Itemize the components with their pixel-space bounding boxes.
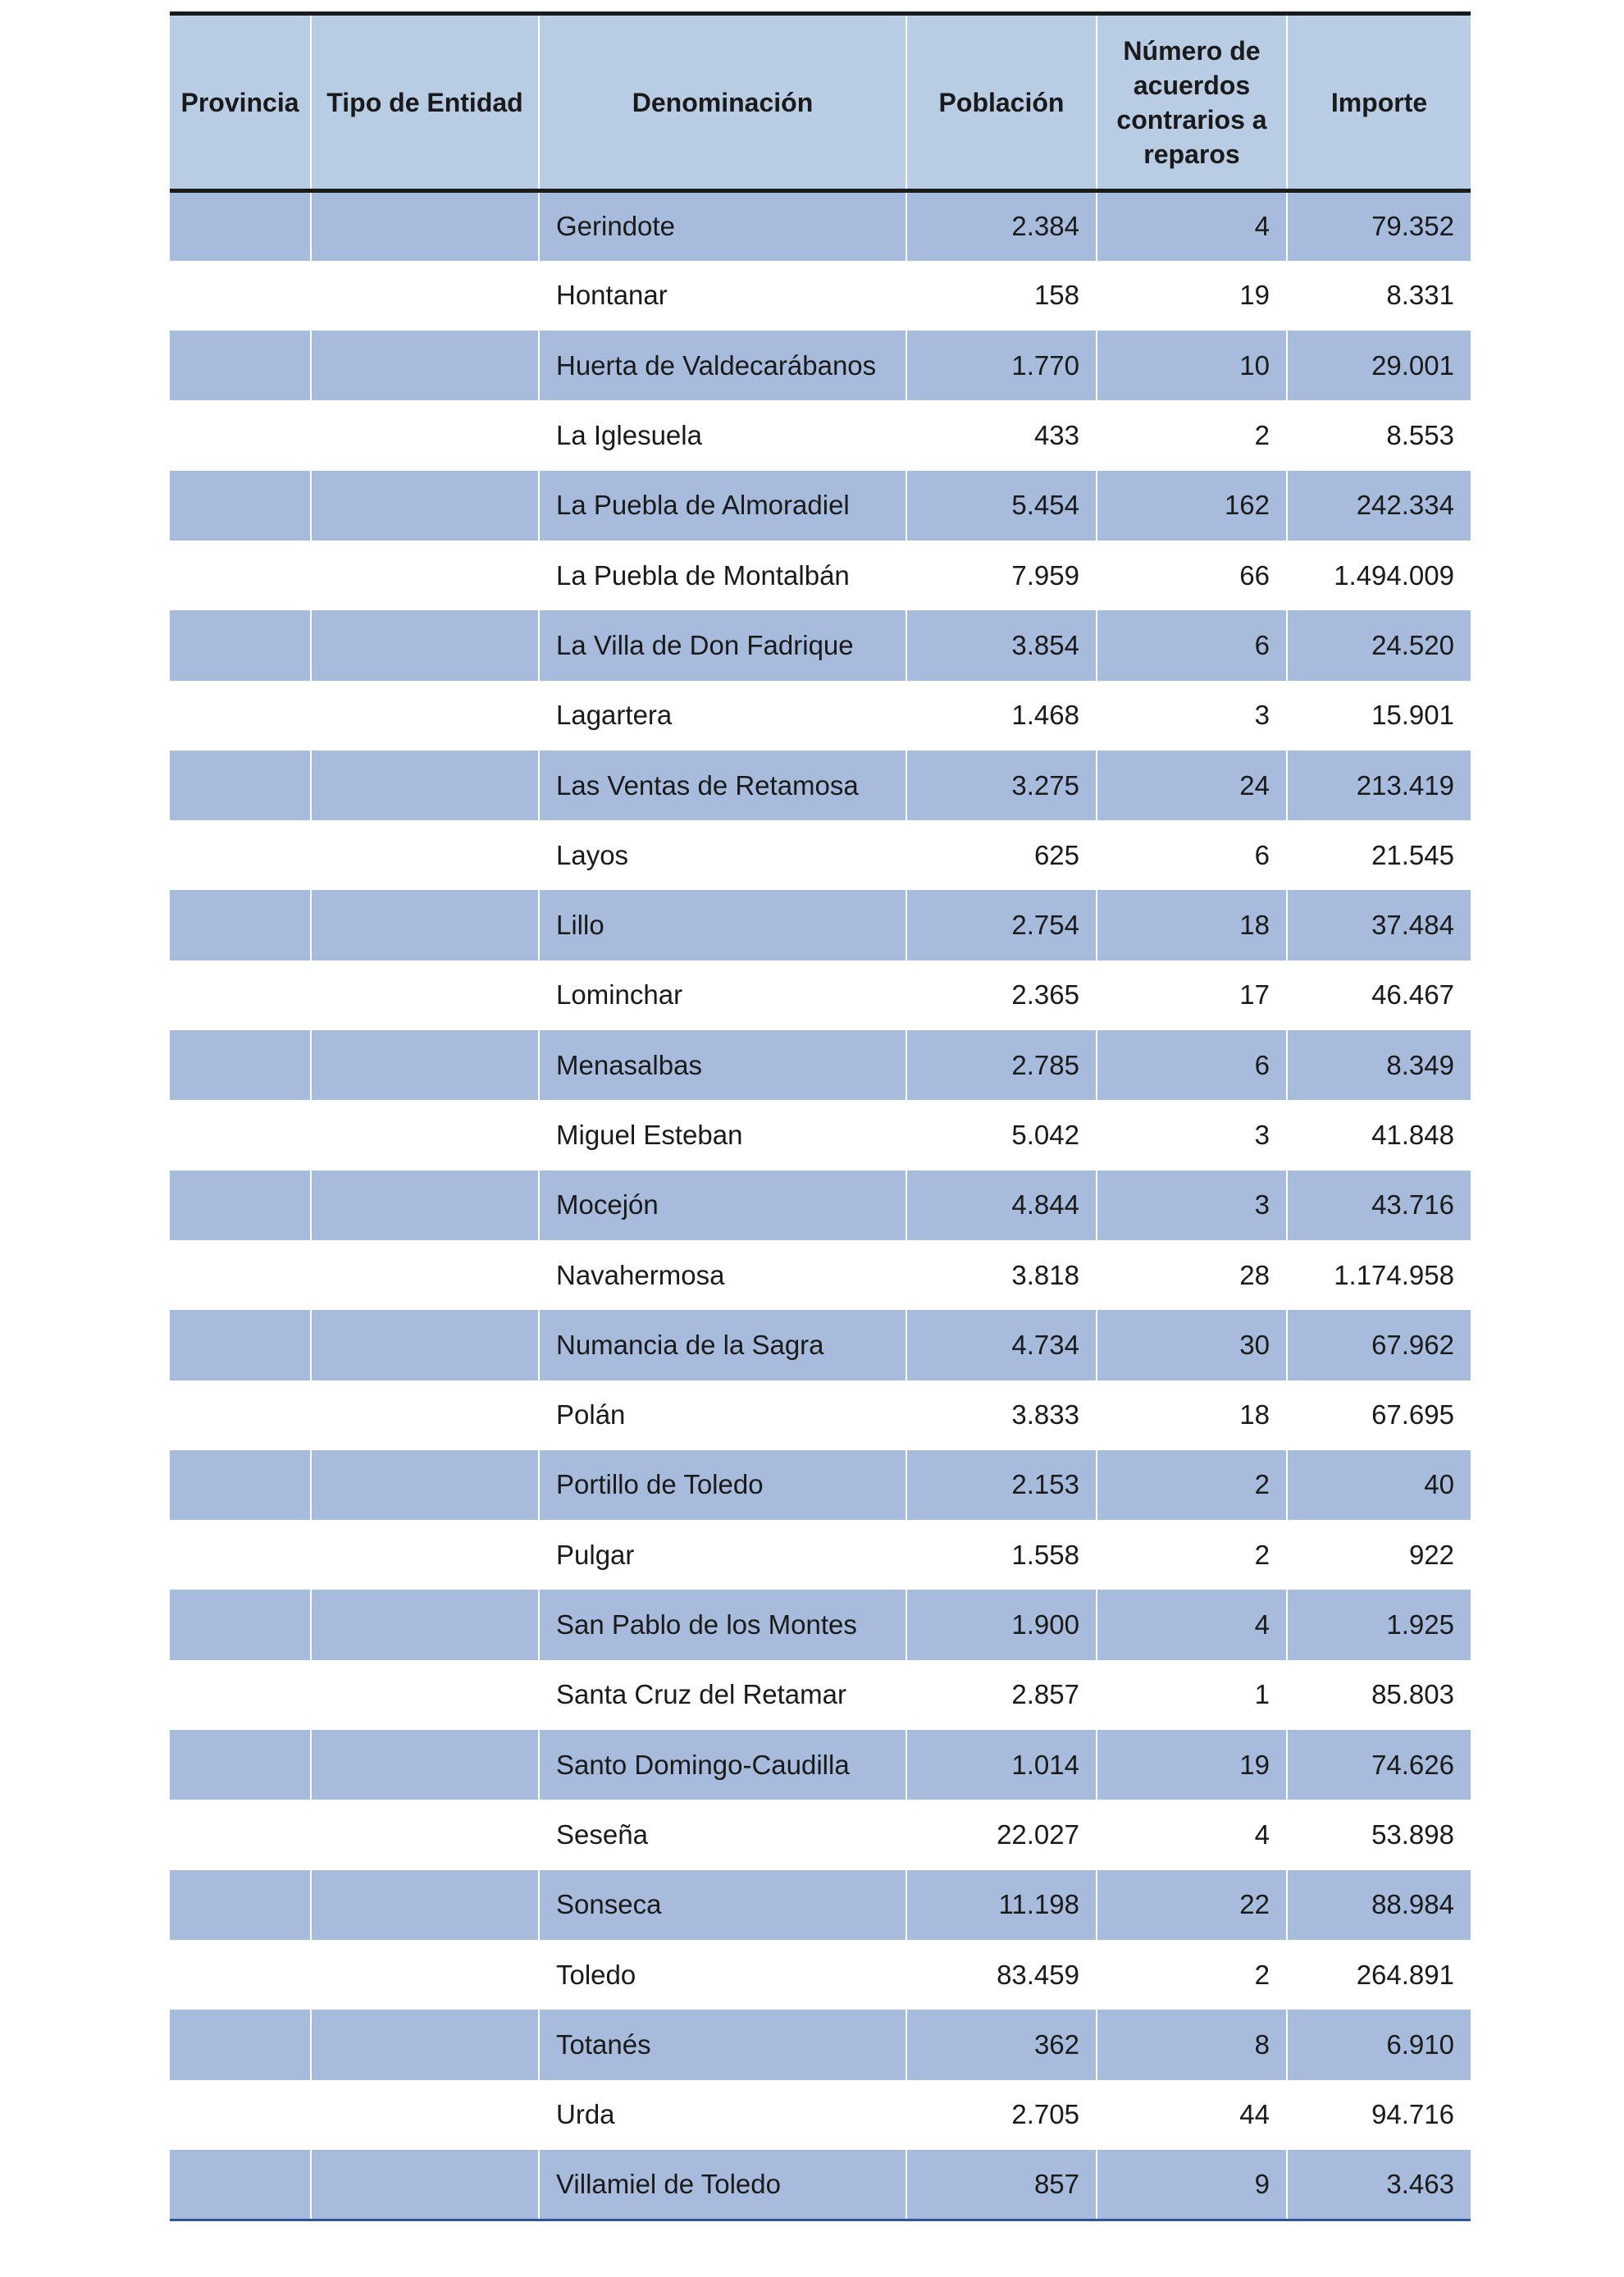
cell-importe: 242.334: [1287, 471, 1471, 541]
table-row: [170, 1380, 1471, 1450]
table-row: [170, 400, 1471, 470]
cell-provincia: [170, 1310, 311, 1380]
cell-tipo-entidad: [311, 1310, 539, 1380]
cell-tipo-entidad: [311, 1030, 539, 1100]
table-row: [170, 890, 1471, 960]
cell-denominacion: Navahermosa: [539, 1240, 906, 1310]
table-row: [170, 820, 1471, 890]
cell-tipo-entidad: [311, 471, 539, 541]
cell-acuerdos: 1: [1097, 1660, 1287, 1730]
cell-tipo-entidad: [311, 1240, 539, 1310]
cell-acuerdos: 24: [1097, 751, 1287, 820]
cell-acuerdos: 19: [1097, 1730, 1287, 1800]
cell-tipo-entidad: [311, 1450, 539, 1520]
cell-provincia: [170, 1170, 311, 1240]
cell-acuerdos: 44: [1097, 2080, 1287, 2150]
cell-importe: 24.520: [1287, 610, 1471, 680]
cell-acuerdos: 17: [1097, 961, 1287, 1030]
cell-provincia: [170, 1240, 311, 1310]
cell-provincia: [170, 890, 311, 960]
table-row: [170, 1240, 1471, 1310]
cell-acuerdos: 3: [1097, 681, 1287, 751]
cell-importe: 40: [1287, 1450, 1471, 1520]
cell-tipo-entidad: [311, 890, 539, 960]
cell-denominacion: La Villa de Don Fadrique: [539, 610, 906, 680]
cell-tipo-entidad: [311, 2080, 539, 2150]
cell-importe: 29.001: [1287, 331, 1471, 400]
table-row: [170, 961, 1471, 1030]
cell-acuerdos: 28: [1097, 1240, 1287, 1310]
cell-importe: 213.419: [1287, 751, 1471, 820]
table-row: [170, 191, 1471, 261]
table-row: [170, 1940, 1471, 2010]
cell-tipo-entidad: [311, 331, 539, 400]
cell-tipo-entidad: [311, 961, 539, 1030]
entities-table: [170, 11, 1471, 2221]
cell-provincia: [170, 2080, 311, 2150]
cell-importe: 67.695: [1287, 1380, 1471, 1450]
cell-importe: 46.467: [1287, 961, 1471, 1030]
cell-tipo-entidad: [311, 2150, 539, 2220]
cell-poblacion: 4.734: [906, 1310, 1097, 1380]
cell-provincia: [170, 1380, 311, 1450]
cell-denominacion: Mocejón: [539, 1170, 906, 1240]
cell-importe: 8.553: [1287, 400, 1471, 470]
cell-tipo-entidad: [311, 191, 539, 261]
cell-poblacion: 1.900: [906, 1590, 1097, 1659]
cell-poblacion: 83.459: [906, 1940, 1097, 2010]
cell-denominacion: Numancia de la Sagra: [539, 1310, 906, 1380]
header-provincia: Provincia: [170, 14, 311, 191]
cell-acuerdos: 2: [1097, 1520, 1287, 1590]
cell-tipo-entidad: [311, 541, 539, 610]
cell-denominacion: Toledo: [539, 1940, 906, 2010]
cell-tipo-entidad: [311, 1800, 539, 1869]
cell-importe: 3.463: [1287, 2150, 1471, 2220]
cell-denominacion: Santo Domingo-Caudilla: [539, 1730, 906, 1800]
cell-acuerdos: 6: [1097, 820, 1287, 890]
table-header: [170, 14, 1471, 191]
cell-poblacion: 2.153: [906, 1450, 1097, 1520]
cell-acuerdos: 6: [1097, 1030, 1287, 1100]
cell-provincia: [170, 1100, 311, 1170]
cell-denominacion: Urda: [539, 2080, 906, 2150]
table-row: [170, 331, 1471, 400]
cell-denominacion: Lagartera: [539, 681, 906, 751]
cell-tipo-entidad: [311, 820, 539, 890]
cell-denominacion: La Puebla de Almoradiel: [539, 471, 906, 541]
cell-acuerdos: 66: [1097, 541, 1287, 610]
cell-acuerdos: 8: [1097, 2010, 1287, 2079]
cell-denominacion: Portillo de Toledo: [539, 1450, 906, 1520]
cell-acuerdos: 4: [1097, 191, 1287, 261]
cell-provincia: [170, 1870, 311, 1940]
cell-importe: 8.331: [1287, 261, 1471, 331]
cell-denominacion: Lillo: [539, 890, 906, 960]
cell-provincia: [170, 191, 311, 261]
table-row: [170, 1170, 1471, 1240]
table-row: [170, 681, 1471, 751]
cell-poblacion: 1.014: [906, 1730, 1097, 1800]
header-row: [170, 14, 1471, 191]
cell-denominacion: Layos: [539, 820, 906, 890]
cell-denominacion: Miguel Esteban: [539, 1100, 906, 1170]
cell-provincia: [170, 961, 311, 1030]
cell-acuerdos: 162: [1097, 471, 1287, 541]
cell-denominacion: Las Ventas de Retamosa: [539, 751, 906, 820]
cell-provincia: [170, 471, 311, 541]
cell-denominacion: Menasalbas: [539, 1030, 906, 1100]
cell-provincia: [170, 1660, 311, 1730]
cell-poblacion: 2.705: [906, 2080, 1097, 2150]
cell-importe: 94.716: [1287, 2080, 1471, 2150]
cell-poblacion: 11.198: [906, 1870, 1097, 1940]
cell-poblacion: 857: [906, 2150, 1097, 2220]
table-row: [170, 261, 1471, 331]
cell-importe: 41.848: [1287, 1100, 1471, 1170]
header-acuerdos: Número de acuerdos contrarios a reparos: [1097, 14, 1287, 191]
cell-provincia: [170, 261, 311, 331]
cell-poblacion: 625: [906, 820, 1097, 890]
table-row: [170, 1450, 1471, 1520]
cell-tipo-entidad: [311, 1170, 539, 1240]
cell-importe: 1.174.958: [1287, 1240, 1471, 1310]
header-importe: Importe: [1287, 14, 1471, 191]
cell-denominacion: La Iglesuela: [539, 400, 906, 470]
cell-importe: 6.910: [1287, 2010, 1471, 2079]
cell-importe: 21.545: [1287, 820, 1471, 890]
cell-provincia: [170, 1590, 311, 1659]
cell-tipo-entidad: [311, 1870, 539, 1940]
cell-denominacion: Totanés: [539, 2010, 906, 2079]
cell-poblacion: 2.857: [906, 1660, 1097, 1730]
cell-denominacion: San Pablo de los Montes: [539, 1590, 906, 1659]
cell-poblacion: 2.365: [906, 961, 1097, 1030]
cell-provincia: [170, 331, 311, 400]
cell-acuerdos: 18: [1097, 890, 1287, 960]
cell-provincia: [170, 541, 311, 610]
cell-denominacion: Pulgar: [539, 1520, 906, 1590]
cell-acuerdos: 6: [1097, 610, 1287, 680]
cell-provincia: [170, 2010, 311, 2079]
cell-provincia: [170, 400, 311, 470]
cell-poblacion: 1.558: [906, 1520, 1097, 1590]
cell-poblacion: 158: [906, 261, 1097, 331]
cell-importe: 43.716: [1287, 1170, 1471, 1240]
cell-tipo-entidad: [311, 610, 539, 680]
cell-tipo-entidad: [311, 261, 539, 331]
cell-importe: 79.352: [1287, 191, 1471, 261]
cell-tipo-entidad: [311, 1520, 539, 1590]
cell-denominacion: Lominchar: [539, 961, 906, 1030]
cell-provincia: [170, 1940, 311, 2010]
header-poblacion: Población: [906, 14, 1097, 191]
table-row: [170, 1730, 1471, 1800]
cell-tipo-entidad: [311, 2010, 539, 2079]
cell-provincia: [170, 610, 311, 680]
cell-importe: 88.984: [1287, 1870, 1471, 1940]
cell-denominacion: Seseña: [539, 1800, 906, 1869]
cell-acuerdos: 22: [1097, 1870, 1287, 1940]
cell-importe: 74.626: [1287, 1730, 1471, 1800]
cell-acuerdos: 4: [1097, 1800, 1287, 1869]
cell-denominacion: Gerindote: [539, 191, 906, 261]
table-body: [170, 191, 1471, 2220]
cell-denominacion: Sonseca: [539, 1870, 906, 1940]
cell-importe: 53.898: [1287, 1800, 1471, 1869]
cell-importe: 264.891: [1287, 1940, 1471, 2010]
cell-poblacion: 362: [906, 2010, 1097, 2079]
cell-poblacion: 433: [906, 400, 1097, 470]
cell-acuerdos: 18: [1097, 1380, 1287, 1450]
table-row: [170, 751, 1471, 820]
header-tipo-entidad: Tipo de Entidad: [311, 14, 539, 191]
table-row: [170, 1310, 1471, 1380]
cell-tipo-entidad: [311, 1660, 539, 1730]
cell-poblacion: 2.384: [906, 191, 1097, 261]
cell-denominacion: Santa Cruz del Retamar: [539, 1660, 906, 1730]
cell-acuerdos: 2: [1097, 1940, 1287, 2010]
cell-importe: 922: [1287, 1520, 1471, 1590]
cell-acuerdos: 3: [1097, 1100, 1287, 1170]
cell-importe: 15.901: [1287, 681, 1471, 751]
cell-importe: 8.349: [1287, 1030, 1471, 1100]
cell-tipo-entidad: [311, 681, 539, 751]
table-row: [170, 1030, 1471, 1100]
cell-provincia: [170, 1520, 311, 1590]
cell-acuerdos: 2: [1097, 400, 1287, 470]
cell-importe: 67.962: [1287, 1310, 1471, 1380]
cell-poblacion: 3.854: [906, 610, 1097, 680]
cell-poblacion: 3.818: [906, 1240, 1097, 1310]
cell-importe: 85.803: [1287, 1660, 1471, 1730]
cell-tipo-entidad: [311, 1380, 539, 1450]
cell-provincia: [170, 681, 311, 751]
cell-importe: 37.484: [1287, 890, 1471, 960]
cell-poblacion: 1.468: [906, 681, 1097, 751]
table-row: [170, 610, 1471, 680]
cell-poblacion: 4.844: [906, 1170, 1097, 1240]
cell-provincia: [170, 1800, 311, 1869]
cell-tipo-entidad: [311, 1730, 539, 1800]
cell-provincia: [170, 2150, 311, 2220]
cell-tipo-entidad: [311, 1100, 539, 1170]
cell-poblacion: 3.275: [906, 751, 1097, 820]
cell-poblacion: 1.770: [906, 331, 1097, 400]
cell-poblacion: 7.959: [906, 541, 1097, 610]
cell-tipo-entidad: [311, 1590, 539, 1659]
table-row: [170, 541, 1471, 610]
table-row: [170, 471, 1471, 541]
cell-acuerdos: 9: [1097, 2150, 1287, 2220]
cell-provincia: [170, 1030, 311, 1100]
table-row: [170, 2010, 1471, 2079]
cell-denominacion: Hontanar: [539, 261, 906, 331]
cell-provincia: [170, 751, 311, 820]
table-row: [170, 1100, 1471, 1170]
cell-provincia: [170, 1730, 311, 1800]
cell-denominacion: La Puebla de Montalbán: [539, 541, 906, 610]
cell-acuerdos: 3: [1097, 1170, 1287, 1240]
table-row: [170, 1870, 1471, 1940]
table-row: [170, 1590, 1471, 1659]
table-row: [170, 1660, 1471, 1730]
table-row: [170, 1520, 1471, 1590]
cell-acuerdos: 30: [1097, 1310, 1287, 1380]
cell-poblacion: 2.785: [906, 1030, 1097, 1100]
table-row: [170, 2080, 1471, 2150]
cell-provincia: [170, 820, 311, 890]
cell-poblacion: 5.454: [906, 471, 1097, 541]
table-row: [170, 1800, 1471, 1869]
cell-tipo-entidad: [311, 751, 539, 820]
cell-denominacion: Polán: [539, 1380, 906, 1450]
cell-acuerdos: 4: [1097, 1590, 1287, 1659]
cell-poblacion: 3.833: [906, 1380, 1097, 1450]
cell-acuerdos: 2: [1097, 1450, 1287, 1520]
cell-provincia: [170, 1450, 311, 1520]
cell-importe: 1.494.009: [1287, 541, 1471, 610]
cell-importe: 1.925: [1287, 1590, 1471, 1659]
cell-poblacion: 2.754: [906, 890, 1097, 960]
cell-acuerdos: 19: [1097, 261, 1287, 331]
cell-tipo-entidad: [311, 1940, 539, 2010]
cell-denominacion: Villamiel de Toledo: [539, 2150, 906, 2220]
cell-acuerdos: 10: [1097, 331, 1287, 400]
cell-denominacion: Huerta de Valdecarábanos: [539, 331, 906, 400]
cell-tipo-entidad: [311, 400, 539, 470]
header-denominacion: Denominación: [539, 14, 906, 191]
cell-poblacion: 5.042: [906, 1100, 1097, 1170]
table-row: [170, 2150, 1471, 2220]
cell-poblacion: 22.027: [906, 1800, 1097, 1869]
